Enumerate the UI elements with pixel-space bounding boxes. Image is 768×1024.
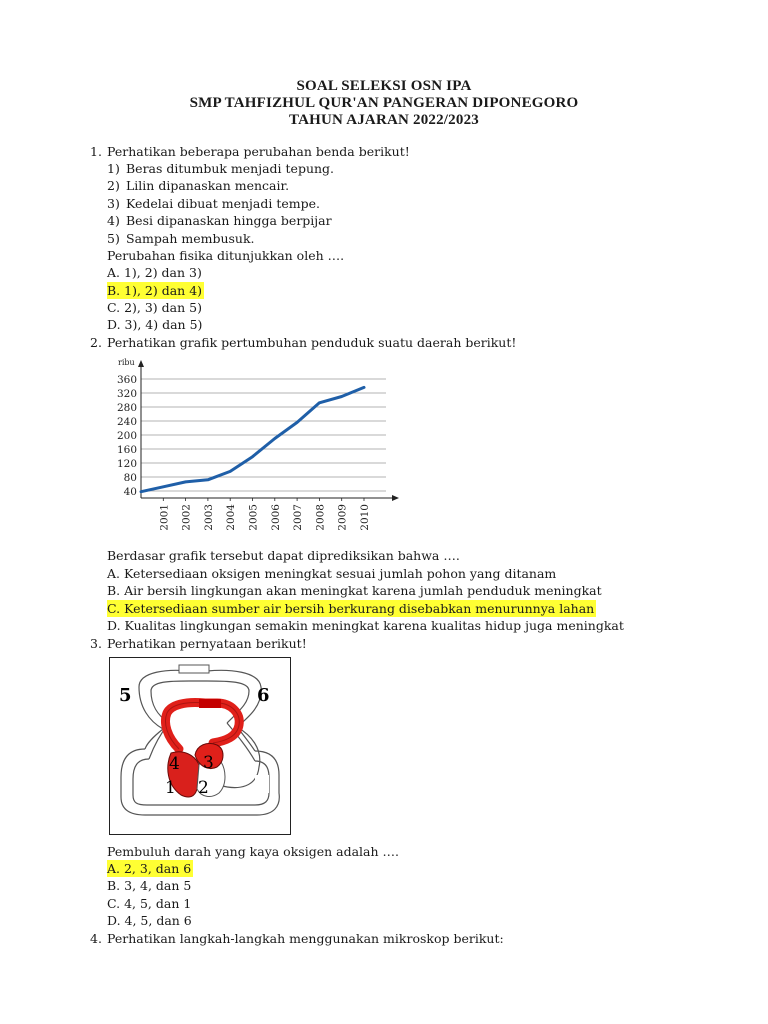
population-series-line [141, 387, 364, 491]
data-point [274, 437, 276, 439]
q3-prompt: Perhatikan pernyataan berikut! [107, 636, 307, 651]
y-tick-label: 80 [123, 472, 137, 484]
q1-item-num: 4) [107, 213, 120, 228]
q3-number: 3. [90, 636, 102, 651]
x-tick-label: 2007 [292, 504, 305, 531]
blood-circulation-diagram [109, 657, 291, 835]
y-tick-label: 280 [116, 402, 137, 414]
q2-question: Berdasar grafik tersebut dapat diprediksikan bahwa …. [107, 548, 460, 563]
x-tick-label: 2004 [225, 504, 238, 531]
x-tick-label: 2002 [180, 504, 193, 531]
x-tick-label: 2006 [269, 504, 282, 531]
q3-question: Pembuluh darah yang kaya oksigen adalah …. [107, 844, 399, 859]
q2-option-d: D. Kualitas lingkungan semakin meningkat karena kualitas hidup juga meningkat [107, 618, 624, 633]
header-title: SOAL SELEKSI OSN IPA [296, 78, 472, 94]
y-tick-label: 120 [116, 458, 137, 470]
data-point [251, 456, 253, 458]
diagram-label: 2 [198, 778, 209, 798]
diagram-label: 3 [203, 753, 214, 773]
q1-option-a: A. 1), 2) dan 3) [107, 265, 202, 280]
y-tick-label: 240 [116, 416, 137, 428]
q1-option-d: D. 3), 4) dan 5) [107, 317, 203, 332]
q3-option-d: D. 4, 5, dan 6 [107, 913, 192, 928]
header-year: TAHUN AJARAN 2022/2023 [289, 112, 479, 128]
x-axis-arrow [392, 495, 399, 501]
x-tick-label: 2001 [158, 504, 171, 531]
data-point [341, 395, 343, 397]
population-line-chart [106, 352, 406, 544]
q1-question: Perubahan fisika ditunjukkan oleh …. [107, 248, 345, 263]
diagram-label: 1 [165, 778, 176, 798]
header-school: SMP TAHFIZHUL QUR'AN PANGERAN DIPONEGORO [189, 95, 579, 111]
q1-option-b: B. 1), 2) dan 4) [107, 283, 203, 298]
x-tick-label: 2008 [314, 504, 327, 531]
q2-option-b: B. Air bersih lingkungan akan meningkat karena jumlah penduduk meningkat [107, 583, 602, 598]
q3-option-b: B. 3, 4, dan 5 [107, 878, 192, 893]
data-point [140, 491, 142, 493]
q1-item-text: Sampah membusuk. [126, 231, 255, 246]
data-point [363, 386, 365, 388]
data-point [318, 402, 320, 404]
q3-option-c: C. 4, 5, dan 1 [107, 896, 192, 911]
data-point [207, 479, 209, 481]
y-tick-label: 320 [116, 388, 137, 400]
q2-number: 2. [90, 335, 102, 350]
y-axis-arrow [138, 360, 144, 367]
y-tick-label: 200 [116, 430, 137, 442]
q4-number: 4. [90, 931, 102, 946]
q1-item-text: Kedelai dibuat menjadi tempe. [126, 196, 320, 211]
q3-option-a: A. 2, 3, dan 6 [107, 861, 192, 876]
q1-item-num: 3) [107, 196, 120, 211]
y-tick-label: 360 [116, 374, 137, 386]
y-axis-label: ribu [118, 358, 135, 367]
q1-item-num: 2) [107, 178, 120, 193]
diagram-label: 5 [119, 685, 132, 706]
data-point [296, 421, 298, 423]
x-tick-label: 2010 [359, 504, 371, 531]
x-tick-label: 2009 [336, 504, 349, 531]
q2-option-a: A. Ketersediaan oksigen meningkat sesuai jumlah pohon yang ditanam [107, 566, 557, 581]
q1-item-text: Besi dipanaskan hingga berpijar [126, 213, 332, 228]
x-tick-label: 2005 [247, 504, 260, 531]
x-tick-label: 2003 [202, 504, 215, 531]
y-tick-label: 160 [116, 444, 137, 456]
data-point [162, 486, 164, 488]
q2-option-c: C. Ketersediaan sumber air bersih berkurang disebabkan menurunnya lahan [107, 601, 595, 616]
q1-prompt: Perhatikan beberapa perubahan benda berikut! [107, 144, 410, 159]
q1-item-num: 1) [107, 161, 120, 176]
diagram-label: 6 [257, 685, 270, 706]
q1-item-num: 5) [107, 231, 120, 246]
q1-item-text: Beras ditumbuk menjadi tepung. [126, 161, 335, 176]
data-point [184, 481, 186, 483]
q1-option-c: C. 2), 3) dan 5) [107, 300, 202, 315]
y-tick-label: 40 [123, 486, 137, 498]
q1-item-text: Lilin dipanaskan mencair. [126, 178, 290, 193]
q2-prompt: Perhatikan grafik pertumbuhan penduduk suatu daerah berikut! [107, 335, 517, 350]
q1-number: 1. [90, 144, 102, 159]
document-header [0, 78, 768, 129]
q4-prompt: Perhatikan langkah-langkah menggunakan mikroskop berikut: [107, 931, 504, 946]
diagram-label: 4 [169, 754, 180, 774]
data-point [229, 470, 231, 472]
